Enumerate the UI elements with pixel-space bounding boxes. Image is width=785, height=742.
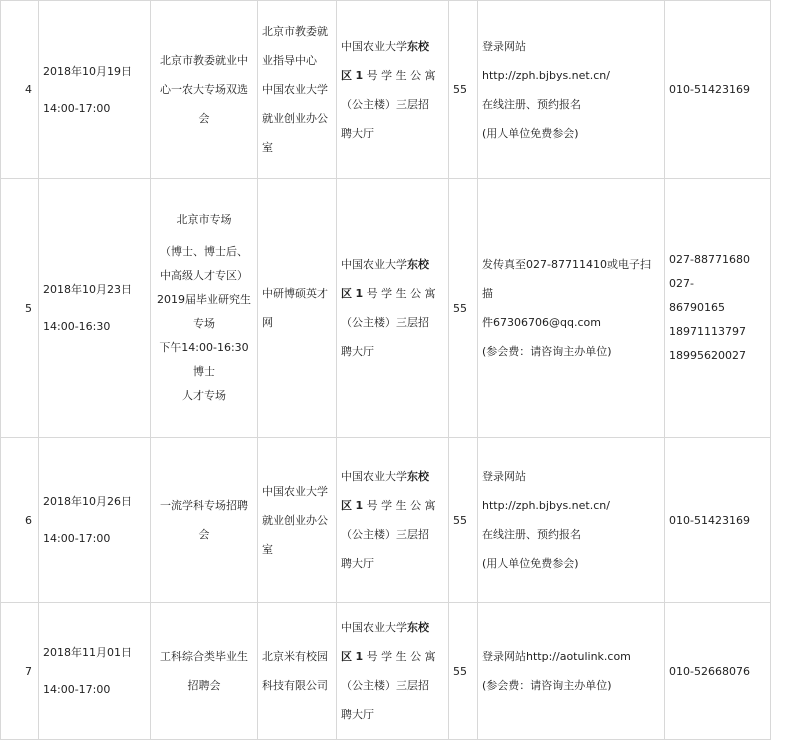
venue-cell xyxy=(337,603,449,740)
event-name-line: 2019届毕业研究生 xyxy=(157,293,251,306)
organizer-line: 中国农业大学 xyxy=(262,83,328,96)
phone-cell: 010-52668076 xyxy=(665,603,771,740)
organizer-line: 室 xyxy=(262,141,273,154)
organizer-line: 北京米有校园 xyxy=(262,650,328,663)
venue-cell xyxy=(337,179,449,438)
venue-part: 东校 xyxy=(407,470,429,483)
date-time-cell xyxy=(39,1,151,179)
method-cell xyxy=(478,1,665,179)
organizer-cell xyxy=(258,603,337,740)
method-line: 在线注册、预约报名 xyxy=(482,97,581,111)
venue-part: 聘大厅 xyxy=(341,345,374,358)
organizer-cell xyxy=(258,438,337,603)
venue-part: 1 xyxy=(355,499,364,512)
event-name-line: 招聘会 xyxy=(187,679,221,692)
method-line: 登录网站 xyxy=(482,39,526,53)
event-name-cell xyxy=(151,1,258,179)
venue-part: 中国农业大学 xyxy=(341,621,407,634)
event-name-line: 心一农大专场双选会 xyxy=(160,83,248,125)
organizer-cell xyxy=(258,1,337,179)
event-name-line: 北京市专场 xyxy=(176,213,232,226)
row-number: 7 xyxy=(1,603,39,740)
venue-part: 聘大厅 xyxy=(341,557,374,570)
venue-part: 东校 xyxy=(407,621,429,634)
venue-part: 中国农业大学 xyxy=(341,470,407,483)
organizer-line: 就业创业办公 xyxy=(262,112,328,125)
venue-part: 区 xyxy=(341,287,352,300)
phone-line: 027-88771680 xyxy=(669,253,750,266)
date: 2018年10月23日 xyxy=(43,283,132,296)
venue-part: 区 xyxy=(341,499,352,512)
date-time-cell xyxy=(39,438,151,603)
venue-part: 聘大厅 xyxy=(341,708,374,721)
organizer-line: 中国农业大学 xyxy=(262,484,328,498)
method-line: 发传真至027-87711410或电子扫描 xyxy=(482,258,651,300)
organizer-line: 网 xyxy=(262,316,273,329)
event-name-cell xyxy=(151,438,258,603)
venue-part: （公主楼）三层招 xyxy=(341,97,429,111)
organizer-line: 就业创业办公 xyxy=(262,513,328,527)
phone-line: 86790165 xyxy=(669,301,725,314)
organizer-line: 北京市教委就 xyxy=(262,25,328,38)
phone-line: 18971113797 xyxy=(669,325,746,338)
venue-part: 1 xyxy=(355,650,364,663)
event-name-line: 会 xyxy=(198,528,210,541)
method-cell xyxy=(478,603,665,740)
method-line: 登录网站 xyxy=(482,470,526,483)
event-name-line: 工科综合类毕业生 xyxy=(160,650,248,663)
venue-part: 中国农业大学 xyxy=(341,39,407,53)
event-name-line: 北京市教委就业中 xyxy=(160,54,248,67)
website-link[interactable]: http://zph.bjbys.net.cn/ xyxy=(482,499,610,512)
website-link[interactable]: http://zph.bjbys.net.cn/ xyxy=(482,68,610,82)
table-row xyxy=(1,603,771,740)
event-name-line: 中高级人才专区） xyxy=(160,269,248,282)
venue-cell xyxy=(337,438,449,603)
venue-cell xyxy=(337,1,449,179)
organizer-cell xyxy=(258,179,337,438)
time: 14:00-17:00 xyxy=(43,101,111,115)
method-cell xyxy=(478,438,665,603)
venue-part: 1 xyxy=(355,287,364,300)
phone-line: 027- xyxy=(669,277,694,290)
venue-part: 号 学 生 公 寓 xyxy=(366,68,436,82)
event-name-line: 专场 xyxy=(193,317,215,330)
method-cell xyxy=(478,179,665,438)
venue-part: 1 xyxy=(355,68,364,82)
seats-cell: 55 xyxy=(449,438,478,603)
venue-part: （公主楼）三层招 xyxy=(341,316,429,329)
row-number: 6 xyxy=(1,438,39,603)
event-name-line: 人才专场 xyxy=(182,389,226,402)
time: 14:00-16:30 xyxy=(43,320,111,333)
row-number: 4 xyxy=(1,1,39,179)
phone-line: 18995620027 xyxy=(669,349,746,362)
venue-part: （公主楼）三层招 xyxy=(341,528,429,541)
phone-cell: 010-51423169 xyxy=(665,438,771,603)
venue-part: 号 学 生 公 寓 xyxy=(366,287,436,300)
organizer-line: 科技有限公司 xyxy=(262,679,328,692)
venue-part: 聘大厅 xyxy=(341,126,374,140)
date-time-cell xyxy=(39,179,151,438)
seats-cell: 55 xyxy=(449,179,478,438)
website-link[interactable]: 登录网站http://aotulink.com xyxy=(482,650,631,663)
venue-part: 东校 xyxy=(407,39,429,53)
event-name-line: 一流学科专场招聘 xyxy=(160,499,248,512)
date-time-cell xyxy=(39,603,151,740)
organizer-line: 业指导中心 xyxy=(262,54,317,67)
venue-part: 中国农业大学 xyxy=(341,258,407,271)
date: 2018年10月26日 xyxy=(43,495,132,508)
table-row xyxy=(1,1,771,179)
event-name-line: 下午14:00-16:30博士 xyxy=(159,341,249,378)
table-row xyxy=(1,179,771,438)
email-line: 件67306706@qq.com xyxy=(482,316,601,329)
organizer-line: 中研博硕英才 xyxy=(262,287,328,300)
venue-part: 区 xyxy=(341,650,352,663)
phone-cell: 010-51423169 xyxy=(665,1,771,179)
method-line: (用人单位免费参会) xyxy=(482,557,579,570)
time: 14:00-17:00 xyxy=(43,532,111,545)
venue-part: 号 学 生 公 寓 xyxy=(366,650,436,663)
seats-cell: 55 xyxy=(449,603,478,740)
seats-cell: 55 xyxy=(449,1,478,179)
event-name-cell xyxy=(151,603,258,740)
method-line: 在线注册、预约报名 xyxy=(482,528,581,541)
venue-part: （公主楼）三层招 xyxy=(341,679,429,692)
venue-part: 区 xyxy=(341,68,352,82)
event-name-line: （博士、博士后、 xyxy=(160,245,248,258)
organizer-line: 室 xyxy=(262,542,273,556)
table-row xyxy=(1,438,771,603)
row-number: 5 xyxy=(1,179,39,438)
time: 14:00-17:00 xyxy=(43,683,111,696)
venue-part: 东校 xyxy=(407,258,429,271)
method-line: (参会费：请咨询主办单位) xyxy=(482,345,612,358)
venue-part: 号 学 生 公 寓 xyxy=(366,499,436,512)
date: 2018年11月01日 xyxy=(43,646,132,659)
method-line: (用人单位免费参会) xyxy=(482,126,579,140)
phone-cell xyxy=(665,179,771,438)
method-line: (参会费：请咨询主办单位) xyxy=(482,679,612,692)
date: 2018年10月19日 xyxy=(43,64,132,78)
event-name-cell xyxy=(151,179,258,438)
